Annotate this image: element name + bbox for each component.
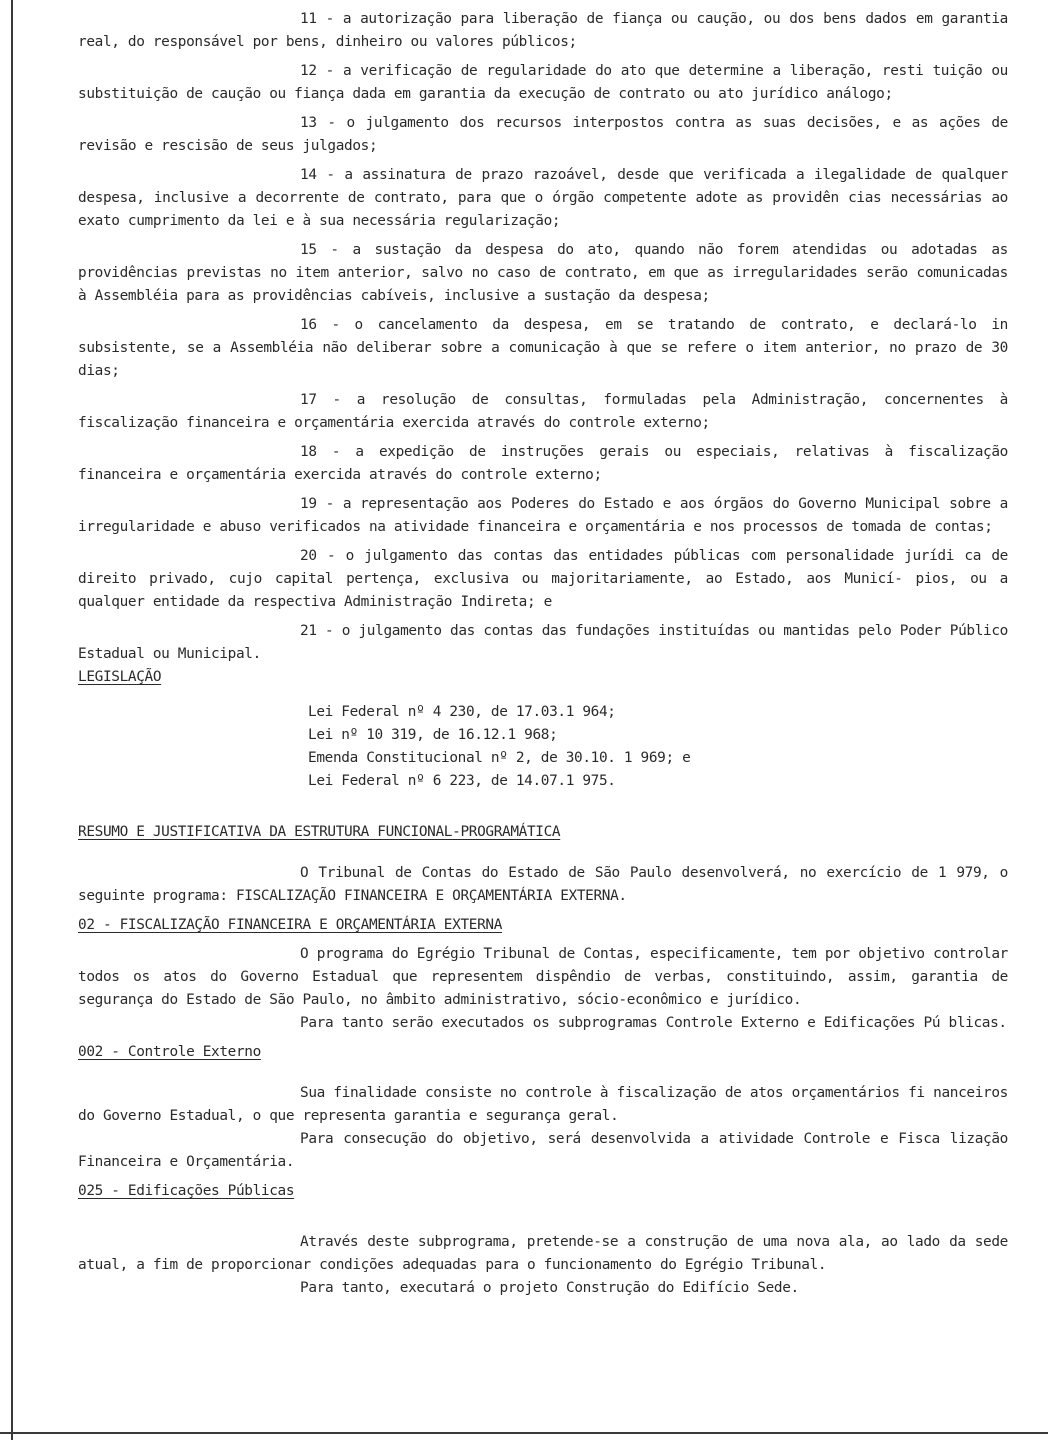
list-item-20: 20 - o julgamento das contas das entidades públicas com personalidade jurídi ca de direito privado, cujo capital pertença, exclusiva ou majoritariamente, ao Estado, aos Municí- pios, ou a qualquer entidade da respectiva Administração Indireta; e	[78, 548, 1017, 610]
law-item: Lei Federal nº 4 230, de 17.03.1 964;	[308, 704, 616, 720]
edificacoes-heading: 025 - Edificações Públicas	[78, 1183, 295, 1199]
resumo-heading: RESUMO E JUSTIFICATIVA DA ESTRUTURA FUNCIONAL-PROGRAMÁTICA	[78, 824, 561, 840]
programa-paragraph-2: Para tanto serão executados os subprogramas Controle Externo e Edificações Pú blicas.	[300, 1015, 1007, 1031]
edificacoes-paragraph-2: Para tanto, executará o projeto Construção do Edifício Sede.	[300, 1280, 799, 1296]
page-bottom-border	[0, 1432, 1048, 1434]
list-item-19: 19 - a representação aos Poderes do Estado e aos órgãos do Governo Municipal sobre a irregularidade e abuso verificados na atividade financeira e orçamentária e nos processos de tomada de contas;	[78, 496, 1017, 535]
list-item-16: 16 - o cancelamento da despesa, em se tratando de contrato, e declará-lo in subsistente, se a Assembléia não deliberar sobre a comunicação à que se refere o item anterior, no prazo de 30 dias;	[78, 317, 1017, 379]
document-body	[78, 8, 1017, 1300]
page-left-border	[11, 0, 13, 1440]
law-item: Lei nº 10 319, de 16.12.1 968;	[308, 727, 558, 743]
list-item-21: 21 - o julgamento das contas das fundações instituídas ou mantidas pelo Poder Público Estadual ou Municipal.	[78, 623, 1017, 662]
list-item-17: 17 - a resolução de consultas, formuladas pela Administração, concernentes à fiscalização financeira e orçamentária exercida através do controle externo;	[78, 392, 1008, 431]
legislacao-list	[308, 701, 1008, 793]
controle-paragraph-1: Sua finalidade consiste no controle à fiscalização de atos orçamentários fi nanceiros do Governo Estadual, o que representa garantia e segurança geral.	[78, 1085, 1017, 1124]
controle-heading: 002 - Controle Externo	[78, 1044, 261, 1060]
list-item-12: 12 - a verificação de regularidade do ato que determine a liberação, resti tuição ou substituição de caução ou fiança dada em garantia da execução de contrato ou ato jurídico análogo;	[78, 63, 1017, 102]
list-item-11: 11 - a autorização para liberação de fiança ou caução, ou dos bens dados em garantia real, do responsável por bens, dinheiro ou valores públicos;	[78, 11, 1017, 50]
list-item-14: 14 - a assinatura de prazo razoável, desde que verificada a ilegalidade de qualquer despesa, inclusive a decorrente de contrato, para que o órgão competente adote as providên cias necessárias ao exato cumprimento da lei e à sua necessária regularização;	[78, 167, 1017, 229]
law-item: Lei Federal nº 6 223, de 14.07.1 975.	[308, 773, 616, 789]
list-item-13: 13 - o julgamento dos recursos interpostos contra as suas decisões, e as ações de revisão e rescisão de seus julgados;	[78, 115, 1017, 154]
programa-paragraph-1: O programa do Egrégio Tribunal de Contas, especificamente, tem por objetivo controlar todos os atos do Governo Estadual que representem dispêndio de verbas, constituindo, assim, garantia de segurança do Estado de São Paulo, no âmbito administrativo, sócio-econômico e jurídico.	[78, 946, 1017, 1008]
resumo-paragraph: O Tribunal de Contas do Estado de São Paulo desenvolverá, no exercício de 1 979, o seguinte programa: FISCALIZAÇÃO FINANCEIRA E ORÇAMENTÁRIA EXTERNA.	[78, 865, 1017, 904]
programa-heading: 02 - FISCALIZAÇÃO FINANCEIRA E ORÇAMENTÁRIA EXTERNA	[78, 917, 503, 933]
edificacoes-paragraph-1: Através deste subprograma, pretende-se a construção de uma nova ala, ao lado da sede atual, a fim de proporcionar condições adequadas para o funcionamento do Egrégio Tribunal.	[78, 1234, 1017, 1273]
controle-paragraph-2: Para consecução do objetivo, será desenvolvida a atividade Controle e Fisca lização Financeira e Orçamentária.	[78, 1131, 1017, 1170]
list-item-15: 15 - a sustação da despesa do ato, quando não forem atendidas ou adotadas as providências previstas no item anterior, salvo no caso de contrato, em que as irregularidades serão comunicadas à Assembléia para as providências cabíveis, inclusive a sustação da despesa;	[78, 242, 1017, 304]
list-item-18: 18 - a expedição de instruções gerais ou especiais, relativas à fiscalização financeira e orçamentária exercida através do controle externo;	[78, 444, 1008, 483]
law-item: Emenda Constitucional nº 2, de 30.10. 1 969; e	[308, 750, 691, 766]
legislacao-heading: LEGISLAÇÃO	[78, 669, 162, 685]
